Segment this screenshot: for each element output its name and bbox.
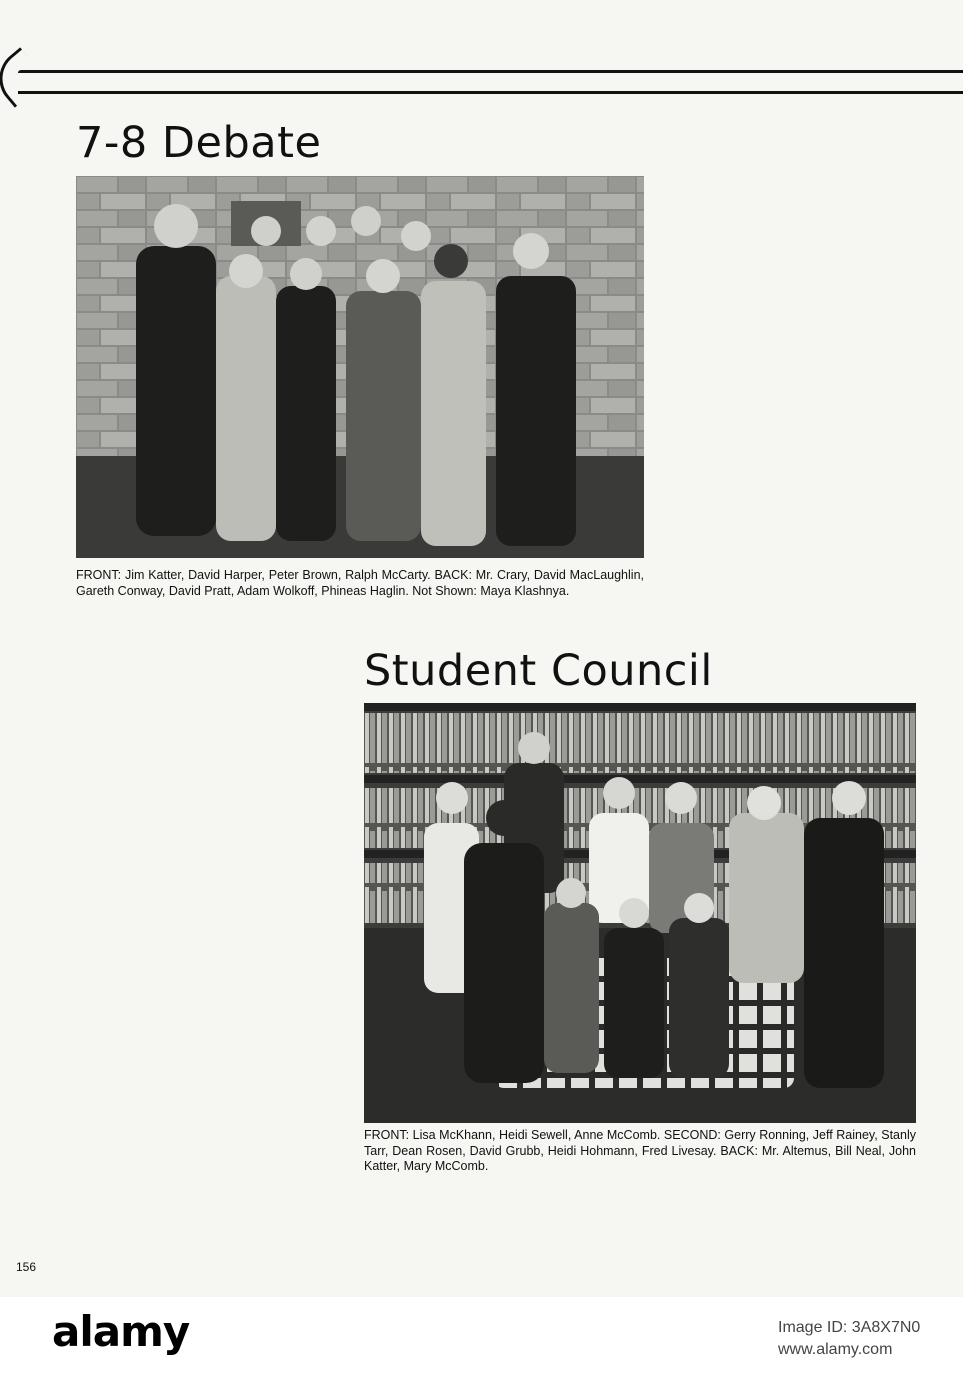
council-group-photo bbox=[364, 703, 916, 1123]
image-id: Image ID: 3A8X7N0 bbox=[778, 1319, 921, 1336]
council-caption: FRONT: Lisa McKhann, Heidi Sewell, Anne McComb. SECOND: Gerry Ronning, Jeff Rainey, Stanly Tarr, Dean Rosen, David Grubb, Heidi Hohmann, Fred Livesay. BACK: Mr. Altemus, Bill Neal, John Katter, Mary McComb. bbox=[364, 1128, 916, 1173]
page-number: 156 bbox=[16, 1260, 37, 1274]
image-id-block bbox=[778, 1317, 920, 1361]
header-rule-curve bbox=[0, 47, 48, 108]
header-rule-bottom bbox=[18, 91, 963, 94]
debate-caption: FRONT: Jim Katter, David Harper, Peter Brown, Ralph McCarty. BACK: Mr. Crary, David MacLaughlin, Gareth Conway, David Pratt, Adam Wolkoff, Phineas Haglin. Not Shown: Maya Klashnya. bbox=[76, 568, 644, 598]
site-url[interactable]: www.alamy.com bbox=[778, 1341, 893, 1358]
debate-group-photo bbox=[76, 176, 644, 558]
debate-title: 7-8 Debate bbox=[76, 118, 322, 168]
header-rule-top bbox=[18, 70, 963, 73]
alamy-logo: alamy bbox=[52, 1307, 190, 1356]
council-title: Student Council bbox=[364, 646, 713, 696]
